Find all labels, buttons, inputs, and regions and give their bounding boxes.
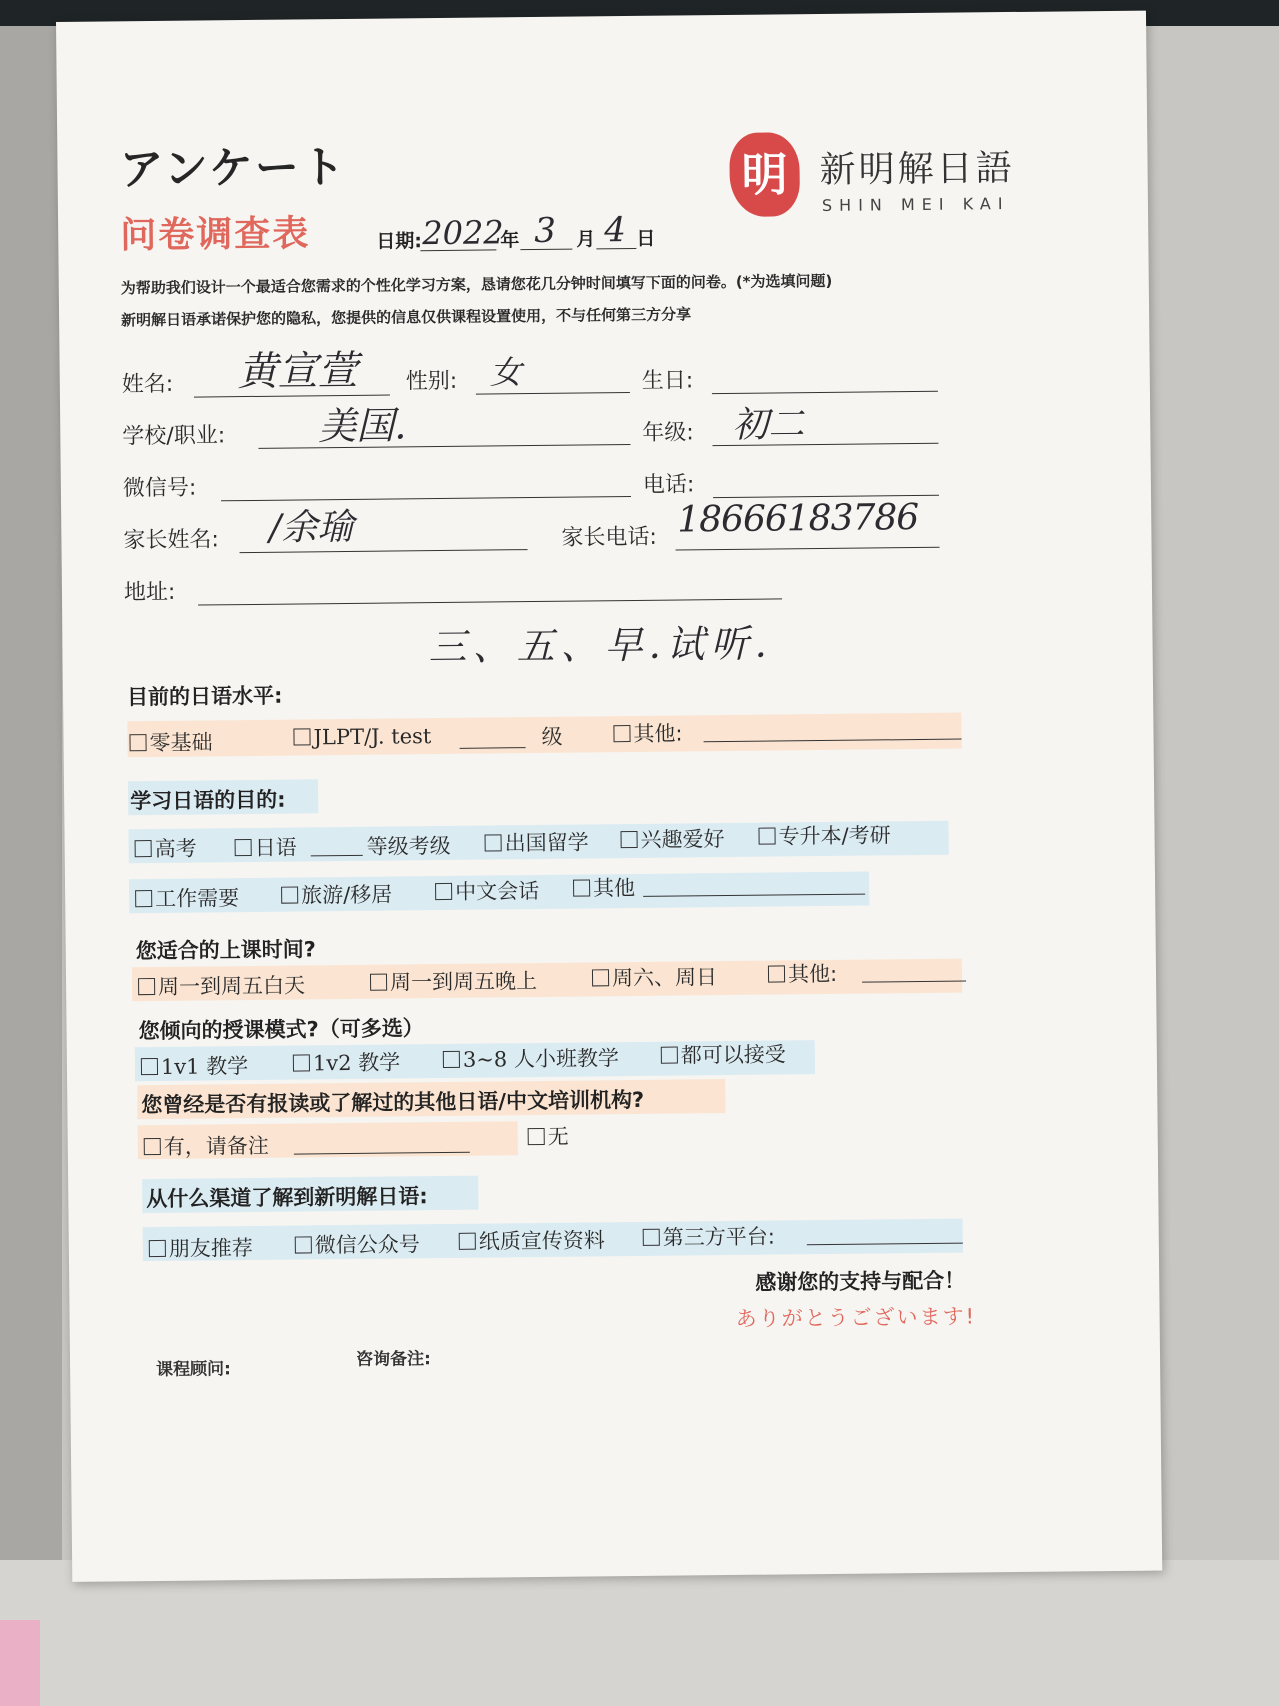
checkbox-icon (613, 725, 630, 742)
section-title-level: 目前的日语水平: (126, 683, 283, 710)
school-value[interactable]: 美国. (318, 403, 407, 449)
left-page-edge (0, 26, 62, 1706)
checkbox-icon (144, 1138, 161, 1155)
option-third-party[interactable]: 第三方平台: (643, 1221, 775, 1252)
section-title-mode: 您倾向的授课模式?（可多选） (138, 1016, 424, 1044)
section-title-purpose: 学习日语的目的: (130, 787, 286, 814)
date-day-value[interactable]: 4 (604, 210, 627, 251)
checkbox-icon (528, 1128, 545, 1145)
option-print-material[interactable]: 纸质宣传资料 (459, 1224, 605, 1256)
checkbox-icon (459, 1233, 476, 1250)
parent-phone-label: 家长电话: (561, 524, 657, 551)
section-title-other-school: 您曾经是否有报读或了解过的其他日语/中文培训机构? (141, 1087, 645, 1118)
option-beginner[interactable]: 零基础 (129, 726, 212, 757)
option-time-other[interactable]: 其他: (768, 958, 837, 989)
checkbox-icon (621, 831, 638, 848)
option-wechat-account[interactable]: 微信公众号 (295, 1228, 420, 1259)
option-exam-text: 等级考级 (366, 833, 451, 859)
gender-value[interactable]: 女 (489, 353, 522, 392)
parent-name-value[interactable]: /余瑜 (269, 506, 354, 549)
consult-notes-label: 咨询备注: (355, 1349, 431, 1370)
intro-line-1: 为帮助我们设计一个最适合您需求的个性化学习方案，恳请您花几分钟时间填写下面的问卷。(*为选填问题) (120, 271, 833, 298)
birthday-line[interactable] (712, 391, 938, 394)
checkbox-icon (661, 1047, 678, 1064)
birthday-label: 生日: (641, 368, 694, 394)
parent-name-label: 家长姓名: (123, 527, 219, 554)
thanks-message-jp: ありがとうございます! (735, 1304, 977, 1331)
option-purpose-other[interactable]: 其他 (573, 872, 635, 903)
option-hobby[interactable]: 兴趣爱好 (620, 823, 724, 854)
option-weekday-evening[interactable]: 周一到周五晚上 (370, 965, 537, 997)
option-small-class[interactable]: 3~8 人小班教学 (443, 1042, 619, 1074)
thanks-message-cn: 感谢您的支持与配合！ (755, 1268, 966, 1295)
option-study-abroad[interactable]: 出国留学 (484, 826, 588, 857)
phone-label: 电话: (642, 472, 695, 498)
checkbox-icon (149, 1240, 166, 1257)
checkbox-icon (573, 879, 590, 896)
option-yes-other-school[interactable]: 有，请备注 (144, 1130, 269, 1161)
date-month-value[interactable]: 3 (534, 210, 557, 252)
option-japanese[interactable]: 日语 (234, 832, 296, 863)
handwritten-note: 三、五、早.试听. (428, 621, 773, 670)
address-line[interactable] (198, 598, 782, 605)
name-label: 姓名: (121, 371, 174, 398)
checkbox-icon (370, 974, 387, 991)
option-level-other[interactable]: 其他: (613, 717, 682, 748)
jlpt-level-unit: 级 (541, 724, 563, 749)
option-weekday-day[interactable]: 周一到周五白天 (138, 969, 305, 1001)
background-surface (0, 1560, 1279, 1706)
school-label: 学校/职业: (122, 423, 226, 450)
option-1v1[interactable]: 1v1 教学 (141, 1050, 249, 1081)
page-title-cn: 问卷调查表 (120, 213, 311, 257)
checkbox-icon (293, 1054, 310, 1071)
checkbox-icon (758, 828, 775, 845)
brand-logo-icon: 明 (729, 132, 800, 217)
address-label: 地址: (123, 579, 176, 606)
intro-line-2: 新明解日语承诺保护您的隐私，您提供的信息仅供课程设置使用，不与任何第三方分享 (121, 305, 692, 330)
option-1v2[interactable]: 1v2 教学 (293, 1046, 401, 1077)
name-value[interactable]: 黄宣萱 (237, 347, 358, 396)
checkbox-icon (435, 883, 452, 900)
brand-name: 新明解日語 (819, 147, 1015, 192)
checkbox-icon (138, 978, 155, 995)
checkbox-icon (129, 734, 146, 751)
date-year-value[interactable]: 2022 (422, 213, 504, 253)
grade-label: 年级: (642, 420, 694, 446)
checkbox-icon (485, 834, 502, 851)
checkbox-icon (643, 1229, 660, 1246)
option-friend-referral[interactable]: 朋友推荐 (149, 1232, 253, 1263)
checkbox-icon (443, 1051, 460, 1068)
option-work[interactable]: 工作需要 (135, 882, 239, 913)
brand-name-latin: SHIN MEI KAI (821, 194, 1010, 215)
checkbox-icon (235, 839, 252, 856)
advisor-label: 课程顾问: (156, 1359, 232, 1381)
option-travel[interactable]: 旅游/移居 (281, 879, 392, 910)
parent-phone-line (676, 547, 940, 551)
checkbox-icon (293, 728, 310, 745)
page-title-jp: アンケート (119, 141, 348, 196)
option-weekend[interactable]: 周六、周日 (592, 961, 717, 992)
checkbox-icon (768, 965, 785, 982)
school-line (258, 444, 630, 449)
section-title-channel: 从什么渠道了解到新明解日语: (146, 1184, 428, 1212)
checkbox-icon (295, 1236, 312, 1253)
gender-label: 性别: (405, 368, 458, 395)
date-day-unit: 日 (636, 227, 656, 250)
option-any-mode[interactable]: 都可以接受 (661, 1038, 786, 1069)
date-month-unit: 月 (576, 228, 596, 251)
option-chinese-conversation[interactable]: 中文会话 (435, 875, 539, 906)
option-gaokao[interactable]: 高考 (134, 833, 196, 864)
checkbox-icon (135, 890, 152, 907)
questionnaire-sheet (56, 11, 1162, 1582)
pink-object (0, 1620, 40, 1706)
date-label: 日期: (376, 230, 423, 253)
option-jlpt[interactable]: JLPT/J. test (293, 724, 431, 749)
checkbox-icon (141, 1058, 158, 1075)
section-title-time: 您适合的上课时间? (135, 937, 317, 964)
checkbox-icon (135, 840, 152, 857)
wechat-label: 微信号: (122, 475, 197, 502)
checkbox-icon (281, 887, 298, 904)
option-postgrad[interactable]: 专升本/考研 (758, 819, 890, 850)
option-no-other-school[interactable]: 无 (528, 1121, 569, 1151)
grade-value[interactable]: 初二 (732, 404, 805, 446)
checkbox-icon (592, 969, 609, 986)
parent-phone-value[interactable]: 18666183786 (677, 496, 919, 541)
date-year-unit: 年 (500, 229, 520, 252)
